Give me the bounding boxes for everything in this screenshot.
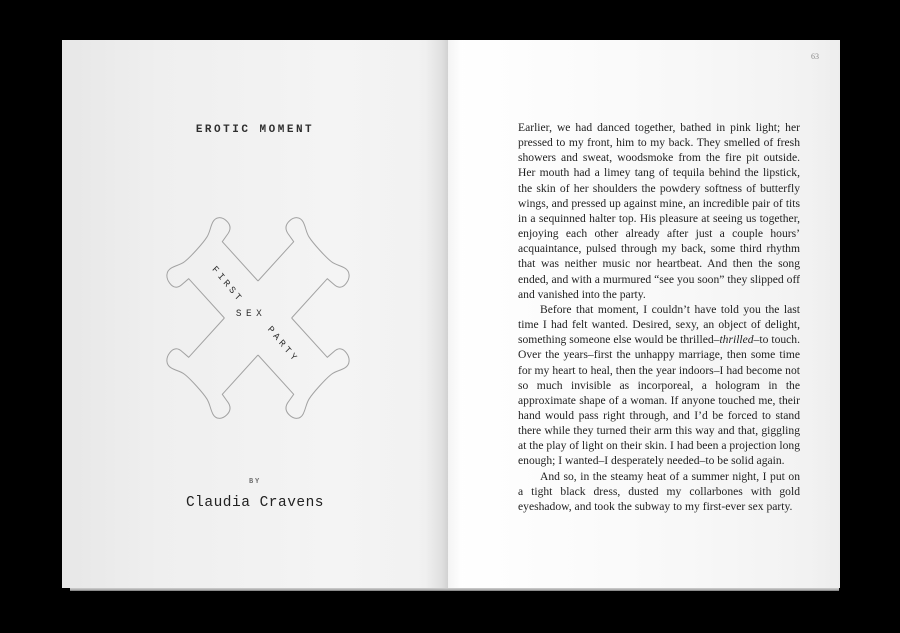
x-bone-svg [159,209,357,427]
graphic-word-sex: SEX [235,307,267,319]
book-spread [62,40,840,588]
byline-label: BY [248,478,261,486]
graphic-word-party: PARTY [265,323,301,366]
author-name: Claudia Cravens [185,495,325,511]
right-page [448,40,840,588]
paragraph: And so, in the steamy heat of a summer night, I put on a tight black dress, dusted my collarbones with gold eyeshadow, and took the subway to my first-ever sex party. [518,469,800,513]
left-page [62,40,448,588]
graphic-word-first: FIRST [209,263,246,306]
category-title: EROTIC MOMENT [195,124,315,136]
body-text [518,120,800,514]
x-bone-graphic [159,209,357,427]
paragraph-segment: –to touch. Over the years–first the unhappy marriage, then some time for my heart to heal, then the year indoors–I had become not so much invisible as incorporeal, a hologram in the approximate shape of a woman. If anyone touched me, their hand would pass right through, and I’d be forced to stand there while they turned their arm this way and that, giggling at the play of light on their skin. I had been a projection long enough; I wanted–I desperately needed–to be solid again. [518,333,801,468]
page-number: 63 [811,52,819,61]
page-stack-edge [70,588,839,591]
paragraph [518,302,800,469]
paragraph-segment: Before that moment, I couldn’t have told you the last time I had felt wanted. Desired, sexy, an object of delight, something someone else would be thrilled– [518,302,800,347]
paragraph-segment-italic: thrilled [719,333,754,347]
paragraph: Earlier, we had danced together, bathed in pink light; her pressed to my front, him to my back. They smelled of fresh showers and sweat, woodsmoke from the fire pit outside. Her mouth had a limey tang of tequila behind the lipstick, the skin of her shoulders the powdery softness of butterfly wings, and pressed up against mine, an incredible pair of tits in a sequinned halter top. His pleasure at seeing us together, enjoying each other already after just a couple hours’ acquaintance, pulsed through my back, some third rhythm that was neither music nor heartbeat. And then the song ended, and with a murmured “see you soon” they slipped off and vanished into the party. [518,121,800,301]
